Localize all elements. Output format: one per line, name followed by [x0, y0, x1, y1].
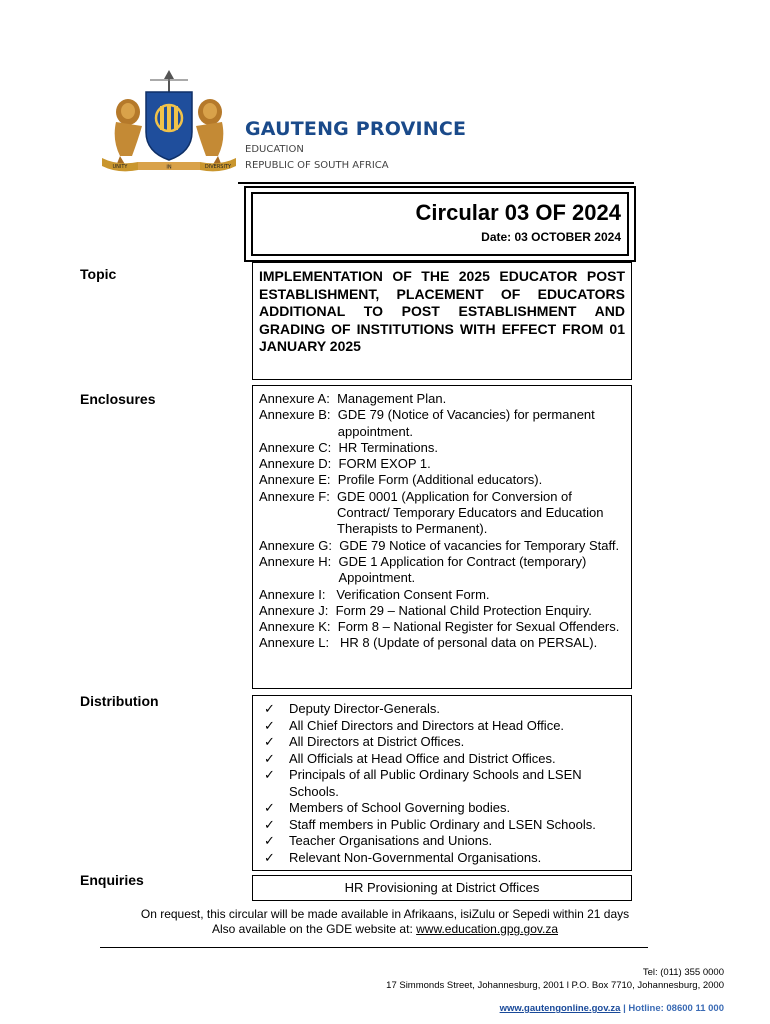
- gautengonline-link[interactable]: www.gautengonline.gov.za: [499, 1003, 621, 1014]
- enclosure-label: Annexure C:: [259, 439, 339, 455]
- enclosure-label: Annexure E:: [259, 472, 338, 488]
- checkmark-icon: ✓: [264, 800, 275, 815]
- crest-banner-mid: IN: [166, 164, 172, 171]
- enclosure-label: Annexure H:: [259, 553, 339, 569]
- enclosure-text: FORM EXOP 1.: [338, 456, 431, 472]
- enclosure-item: [259, 587, 625, 603]
- distribution-text: All Chief Directors and Directors at Head Office.: [289, 717, 565, 733]
- distribution-item: [259, 751, 625, 768]
- checkmark-icon: ✓: [264, 717, 275, 733]
- crest-banner-left: UNITY: [112, 164, 128, 170]
- circular-box: [251, 192, 629, 256]
- brand-title: GAUTENG PROVINCE: [245, 118, 467, 140]
- enclosure-label: Annexure J:: [259, 602, 336, 618]
- website-note-prefix: Also available on the GDE website at:: [212, 922, 417, 936]
- enclosure-text: GDE 0001 (Application for Conversion of Contract/ Temporary Educators and Education Therapists to Permanent).: [337, 488, 604, 537]
- topic-text: IMPLEMENTATION OF THE 2025 EDUCATOR POST ESTABLISHMENT, PLACEMENT OF EDUCATORS ADDITIONAL TO POST ESTABLISHMENT AND GRADING OF INSTITUTIONS WITH EFFECT FROM 01 JANUARY 2025: [259, 268, 625, 354]
- distribution-item: [259, 767, 625, 800]
- distribution-text: Staff members in Public Ordinary and LSEN Schools.: [289, 816, 596, 832]
- brand-subtitle-country: REPUBLIC OF SOUTH AFRICA: [245, 160, 389, 171]
- enclosure-label: Annexure A:: [259, 391, 338, 406]
- enclosure-text: HR 8 (Update of personal data on PERSAL).: [339, 635, 598, 651]
- enclosure-label: Annexure I:: [259, 586, 337, 602]
- checkmark-icon: ✓: [264, 767, 275, 782]
- enclosure-item: [259, 489, 625, 538]
- checkmark-icon: ✓: [264, 816, 275, 832]
- distribution-text: Teacher Organisations and Unions.: [289, 833, 493, 848]
- gauteng-crest-logo: [98, 70, 240, 176]
- enquiries-text: HR Provisioning at District Offices: [344, 880, 540, 895]
- enclosures-box: [252, 385, 632, 689]
- checkmark-icon: ✓: [264, 701, 275, 716]
- enclosure-label: Annexure L:: [259, 635, 340, 651]
- footer-links: [500, 1002, 724, 1016]
- language-note: On request, this circular will be made available in Afrikaans, isiZulu or Sepedi within 21 days: [140, 907, 630, 921]
- footer-address: 17 Simmonds Street, Johannesburg, 2001 l P.O. Box 7710, Johannesburg, 2000: [386, 980, 724, 991]
- enquiries-label: Enquiries: [80, 872, 144, 888]
- footer-divider: [100, 947, 648, 948]
- topic-label: Topic: [80, 266, 117, 282]
- enclosure-text: HR Terminations.: [338, 439, 438, 455]
- distribution-item: [259, 833, 625, 850]
- enclosure-label: Annexure K:: [259, 619, 338, 635]
- circular-date: Date: 03 OCTOBER 2024: [481, 230, 621, 244]
- checkmark-icon: ✓: [264, 849, 275, 865]
- enclosure-text: Verification Consent Form.: [336, 586, 490, 602]
- header-divider: [238, 182, 634, 184]
- enquiries-box: [252, 875, 632, 901]
- enclosure-item: [259, 619, 625, 635]
- enclosure-label: Annexure G:: [259, 537, 340, 553]
- gde-website-link[interactable]: www.education.gpg.gov.za: [416, 922, 558, 936]
- enclosure-text: Profile Form (Additional educators).: [337, 472, 543, 488]
- distribution-text: Deputy Director-Generals.: [289, 701, 440, 716]
- distribution-item: [259, 718, 625, 735]
- enclosure-label: Annexure D:: [259, 456, 339, 472]
- enclosure-text: GDE 79 Notice of vacancies for Temporary Staff.: [339, 537, 620, 553]
- distribution-text: Relevant Non-Governmental Organisations.: [289, 849, 542, 865]
- gauteng-brand-text: [245, 118, 466, 172]
- enclosure-text: Management Plan.: [337, 391, 447, 406]
- enclosure-text: Form 29 – National Child Protection Enquiry.: [335, 602, 592, 618]
- enclosure-item: [259, 603, 625, 619]
- enclosure-item: [259, 635, 625, 651]
- footer-tel: Tel: (011) 355 0000: [642, 967, 724, 978]
- distribution-text: All Officials at Head Office and District Offices.: [289, 750, 556, 766]
- enclosure-label: Annexure F:: [259, 488, 338, 504]
- checkmark-icon: ✓: [264, 833, 275, 848]
- distribution-item: [259, 800, 625, 817]
- distribution-text: Principals of all Public Ordinary Schools and LSEN Schools.: [289, 767, 582, 799]
- distribution-text: All Directors at District Offices.: [289, 734, 465, 749]
- enclosure-item: [259, 440, 625, 456]
- crest-banner-right: DIVERSITY: [204, 164, 232, 170]
- topic-box: [252, 262, 632, 380]
- checkmark-icon: ✓: [264, 750, 275, 766]
- enclosure-item: [259, 554, 625, 587]
- distribution-item: [259, 734, 625, 751]
- distribution-item: [259, 817, 625, 834]
- distribution-item: [259, 850, 625, 867]
- enclosure-item: [259, 538, 625, 554]
- distribution-label: Distribution: [80, 693, 159, 709]
- distribution-item: [259, 701, 625, 718]
- brand-subtitle-education: EDUCATION: [245, 144, 304, 155]
- enclosure-item: [259, 391, 625, 407]
- hotline-text: | Hotline: 08600 11 000: [620, 1003, 724, 1014]
- distribution-box: [252, 695, 632, 871]
- checkmark-icon: ✓: [264, 734, 275, 749]
- enclosure-label: Annexure B:: [259, 407, 338, 423]
- enclosure-item: [259, 472, 625, 488]
- enclosure-text: GDE 1 Application for Contract (temporary) Appointment.: [338, 553, 587, 586]
- enclosure-text: Form 8 – National Register for Sexual Offenders.: [337, 619, 620, 635]
- website-note: [0, 922, 770, 937]
- enclosures-label: Enclosures: [80, 391, 156, 407]
- enclosure-item: [259, 456, 625, 472]
- enclosure-text: GDE 79 (Notice of Vacancies) for permanent appointment.: [337, 407, 595, 439]
- distribution-text: Members of School Governing bodies.: [289, 800, 511, 815]
- enclosure-item: [259, 407, 625, 440]
- circular-title: Circular 03 OF 2024: [415, 200, 621, 225]
